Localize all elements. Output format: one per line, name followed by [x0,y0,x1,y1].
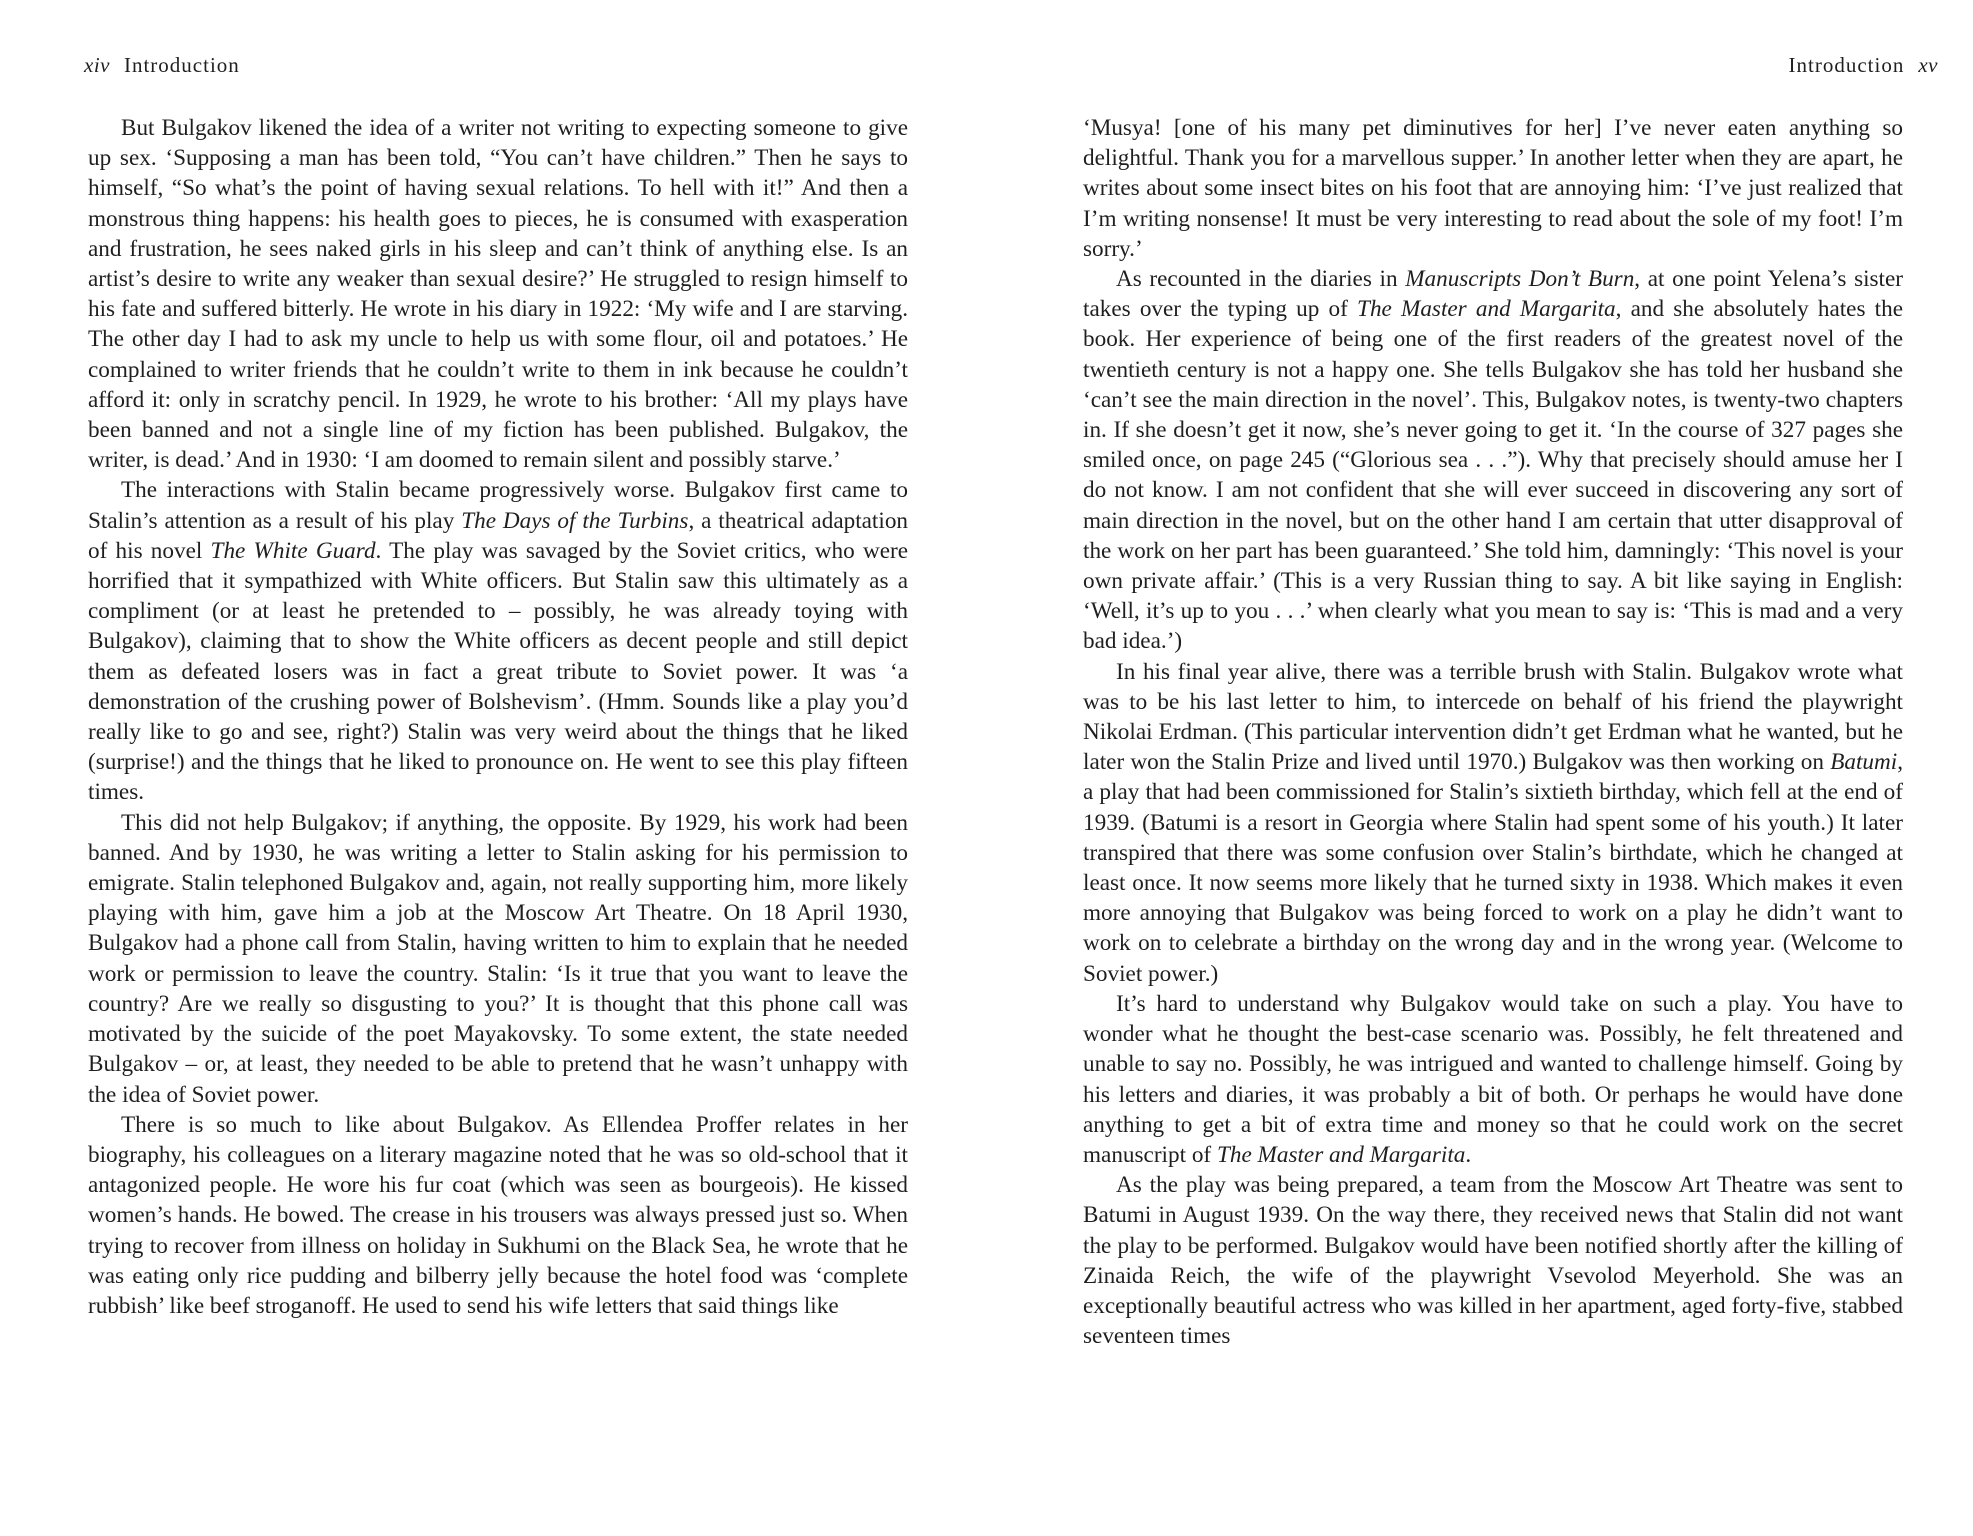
title-italic: The Days of the Turbins [461,507,689,534]
title-italic: The White Guard [210,537,376,564]
right-running-head [1789,52,1938,78]
text-run: As recounted in the diaries in [1116,266,1406,293]
text-run: ‘Musya! [one of his many pet diminutives for her] I’ve never eaten anything so delightful. Thank you for a marvellous supper.’ In another letter when they are apart, he writes about some insect bites on his foot that are annoying him: ‘I’ve just realized that I’m writing nonsense! It must be very interesting to read about the sole of my foot! I’m sorry.’ [1083,115,1903,262]
para-musya-letters [1083,113,1903,264]
right-page [1083,0,1938,1536]
title-italic: The Master and Margarita [1357,296,1616,323]
text-run: . The play was savaged by the Soviet critics, who were horrified that it sympathized with White officers. But Stalin saw this ultimately as a compliment (or at least he pretended to – possibly, he was already toying with Bulgakov), claiming that to show the White officers as decent people and still depict them as defeated losers was in fact a great tribute to Soviet power. It was ‘a demonstration of the crushing power of Bolshevism’. (Hmm. Sounds like a play you’d really like to go and see, right?) Stalin was very weird about the things that he liked (surprise!) and the things that he liked to pronounce on. He went to see this play fifteen times. [88,537,909,806]
text-run: It’s hard to understand why Bulgakov would take on such a play. You have to wonder what he thought the best-case scenario was. Possibly, he felt threatened and unable to say no. Possibly, he was intrigued and wanted to challenge himself. Going by his letters and diaries, it was probably a bit of both. Or perhaps he would have done anything to get a bit of extra time and money so that he could work on the secret manuscript of [1083,990,1903,1168]
text-run: , a theatrical adaptation of his novel [88,507,909,564]
para-banned [88,808,908,1110]
left-page [84,0,918,1536]
text-run: , at one point Yelena’s sister takes over the typing up of [1083,266,1904,323]
para-stalin-interactions [88,475,908,807]
text-run: As the play was being prepared, a team from the Moscow Art Theatre was sent to Batumi in August 1939. On the way there, they received news that Stalin did not want the play to be performed. Bulgakov would have been notified shortly after the killing of Zinaida Reich, the wife of the playwright Vsevolod Meyerhold. She was an exceptionally beautiful actress who was killed in her apartment, aged forty-five, stabbed seventeen times [1083,1172,1903,1350]
left-body-text [88,113,908,1321]
para-yelenas-sister [1083,264,1903,657]
text-run: , a play that had been commissioned for Stalin’s sixtieth birthday, which fell at the end of 1939. (Batumi is a resort in Georgia where Stalin had spent some of his youth.) It later transpired that there was some confusion over Stalin’s birthdate, which he changed at least once. It now seems more likely that he turned sixty in 1938. Which makes it even more annoying that Bulgakov was being forced to work on a play he didn’t want to work on to celebrate a birthday on the wrong day and in the wrong year. (Welcome to Soviet power.) [1083,749,1903,987]
right-folio: xv [1918,53,1938,77]
para-hard-to-understand [1083,989,1903,1170]
text-run: There is so much to like about Bulgakov. As Ellendea Proffer relates in her biography, his colleagues on a literary magazine noted that he was so old-school that it antagonized people. He wore his fur coat (which was seen as bourgeois). He kissed women’s hands. He bowed. The crease in his trousers was always pressed just so. When trying to recover from illness on holiday in Sukhumi on the Black Sea, he wrote that he was eating only rice pudding and bilberry jelly because the hotel food was ‘complete rubbish’ like beef stroganoff. He used to send his wife letters that said things like [88,1111,908,1319]
title-italic: Manuscripts Don’t Burn [1405,266,1635,293]
para-writer-not-writing [88,113,908,475]
para-like-about-bulgakov [88,1110,908,1321]
title-italic: Batumi [1830,749,1898,776]
text-run: In his final year alive, there was a terrible brush with Stalin. Bulgakov wrote what was to be his last letter to him, to intercede on behalf of his friend the playwright Nikolai Erdman. (This particular intervention didn’t get Erdman what he wanted, but he later won the Stalin Prize and lived until 1970.) Bulgakov was then working on [1083,658,1903,776]
text-run: But Bulgakov likened the idea of a writer not writing to expecting someone to give up sex. ‘Supposing a man has been told, “You can’t have children.” Then he says to himself, “So what’s the point of having sexual relations. To hell with it!” And then a monstrous thing happens: his health goes to pieces, he is consumed with exasperation and frustration, he sees naked girls in his sleep and can’t think of anything else. Is an artist’s desire to write any weaker than sexual desire?’ He struggled to resign himself to his fate and suffered bitterly. He wrote in his diary in 1922: ‘My wife and I are starving. The other day I had to ask my uncle to help us with some flour, oil and potatoes.’ He complained to writer friends that he couldn’t write to them in ink because he couldn’t afford it: only in scratchy pencil. In 1929, he wrote to his brother: ‘All my plays have been banned and not a single line of my fiction has been published. Bulgakov, the writer, is dead.’ And in 1930: ‘I am doomed to remain silent and possibly starve.’ [88,115,908,474]
left-running-head-title: Introduction [123,53,240,77]
para-play-prepared [1083,1170,1903,1351]
text-run: . [1465,1141,1472,1168]
title-italic: The Master and Margarita [1216,1141,1466,1168]
right-running-head-title: Introduction [1788,53,1905,77]
text-run: , and she absolutely hates the book. Her experience of being one of the first readers of the greatest novel of the twentieth century is not a happy one. She tells Bulgakov she has told her husband she ‘can’t see the main direction in the novel’. This, Bulgakov notes, is twenty-two chapters in. If she doesn’t get it now, she’s never going to get it. ‘In the course of 327 pages she smiled once, on page 245 (“Glorious sea . . .”). Why that precisely should amuse her I do not know. I am not confident that she will ever succeed in discovering any sort of main direction in the novel, but on the other hand I am certain that utter disapproval of the work on her part has been guaranteed.’ She told him, damningly: ‘This novel is your own private affair.’ (This is a very Russian thing to say. A bit like saying in English: ‘Well, it’s up to you . . .’ when clearly what you mean to say is: ‘This is mad and a very bad idea.’) [1083,296,1904,655]
left-folio: xiv [84,53,110,77]
right-body-text [1083,113,1903,1351]
left-running-head [84,52,240,78]
text-run: The interactions with Stalin became progressively worse. Bulgakov first came to Stalin’s attention as a result of his play [88,477,908,534]
text-run: This did not help Bulgakov; if anything, the opposite. By 1929, his work had been banned. And by 1930, he was writing a letter to Stalin asking for his permission to emigrate. Stalin telephoned Bulgakov and, again, not really supporting him, more likely playing with him, gave him a job at the Moscow Art Theatre. On 18 April 1930, Bulgakov had a phone call from Stalin, having written to him to explain that he needed work or permission to leave the country. Stalin: ‘Is it true that you want to leave the country? Are we really so disgusting to you?’ It is thought that this phone call was motivated by the suicide of the poet Mayakovsky. To some extent, the state needed Bulgakov – or, at least, they needed to be able to pretend that he wasn’t unhappy with the idea of Soviet power. [88,809,908,1108]
para-final-year [1083,657,1903,989]
